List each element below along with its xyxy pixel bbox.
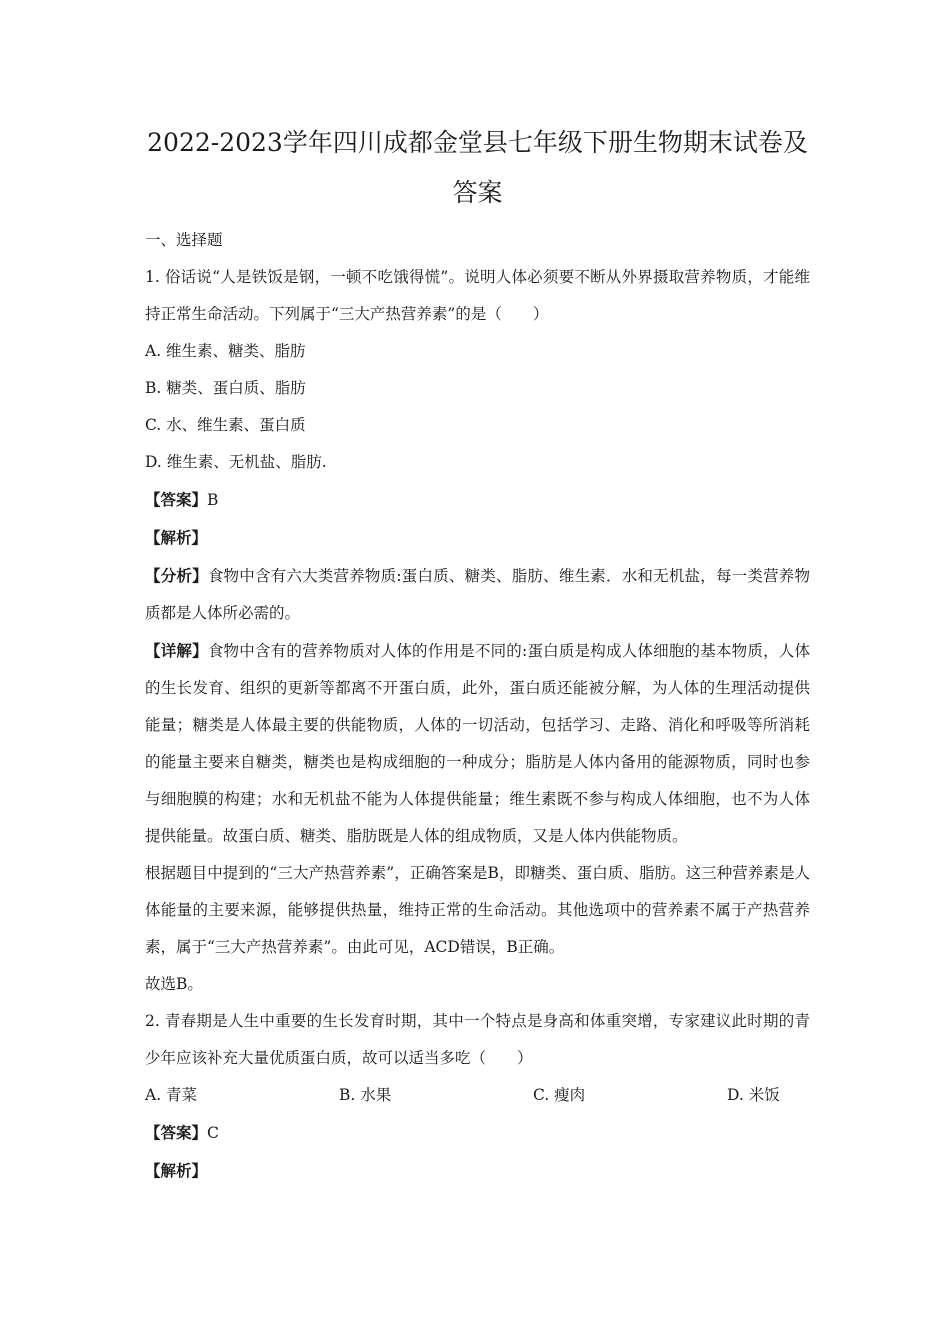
q1-fenxi-text: 食物中含有六大类营养物质:蛋白质、糖类、脂肪、维生素．水和无机盐，每一类营养物质都是人体所必需的。 [145, 567, 810, 622]
q1-xiangjie-tag: 【详解】 [145, 641, 208, 660]
q1-fenxi-tag: 【分析】 [145, 566, 208, 585]
q1-xiangjie-text: 食物中含有的营养物质对人体的作用是不同的:蛋白质是构成人体细胞的基本物质，人体的生长发育、组织的更新等都离不开蛋白质，此外，蛋白质还能被分解，为人体的生理活动提供能量；糖类是人体最主要的供能物质，人体的一切活动，包括学习、走路、消化和呼吸等所消耗的能量主要来自糖类，糖类也是构成细胞的一种成分；脂肪是人体内备用的能源物质，同时也参与细胞膜的构建；水和无机盐不能为人体提供能量；维生素既不参与构成人体细胞，也不为人体提供能量。故蛋白质、糖类、脂肪既是人体的组成物质，又是人体内供能物质。 [145, 642, 810, 845]
q1-option-c: C. 水、维生素、蛋白质 [145, 416, 306, 434]
q1-extra: 根据题目中提到的“三大产热营养素”，正确答案是B，即糖类、蛋白质、脂肪。这三种营养素是人体能量的主要来源，能够提供热量，维持正常的生命活动。其他选项中的营养素不属于产热营养素，属于“三大产热营养素”。由此可见，ACD错误，B正确。 [145, 864, 810, 956]
q1-option-d: D. 维生素、无机盐、脂肪. [145, 453, 327, 471]
q2-option-d: D. 米饭 [727, 1086, 780, 1104]
document-page [145, 118, 810, 1190]
title-line-2: 答案 [452, 178, 503, 207]
q2-stem: 2. 青春期是人生中重要的生长发育时期，其中一个特点是身高和体重突增，专家建议此时期的青少年应该补充大量优质蛋白质，故可以适当多吃（ ） [145, 1012, 810, 1067]
q2-answer [145, 1114, 810, 1152]
q2-options [145, 1077, 810, 1114]
q1-analysis-heading: 【解析】 [145, 528, 208, 547]
q2-answer-value: C [207, 1124, 219, 1142]
q2-option-c: C. 瘦肉 [533, 1086, 586, 1104]
q1-answer [145, 481, 810, 519]
q1-answer-tag: 【答案】 [145, 490, 208, 509]
section-heading: 一、选择题 [145, 231, 223, 249]
title-line-1: 2022-2023学年四川成都金堂县七年级下册生物期末试卷及 [147, 128, 808, 157]
q2-option-a: A. 青菜 [145, 1086, 198, 1104]
q1-option-b: B. 糖类、蛋白质、脂肪 [145, 379, 306, 397]
document-title [145, 118, 810, 218]
q1-stem: 1. 俗话说“人是铁饭是钢，一顿不吃饿得慌”。说明人体必须要不断从外界摄取营养物质，才能维持正常生命活动。下列属于“三大产热营养素”的是（ ） [145, 268, 810, 323]
q2-answer-tag: 【答案】 [145, 1123, 208, 1142]
q1-xiangjie [145, 632, 810, 855]
q2-option-b: B. 水果 [339, 1086, 392, 1104]
q1-option-a: A. 维生素、糖类、脂肪 [145, 342, 306, 360]
q1-fenxi [145, 557, 810, 632]
q1-answer-value: B [207, 491, 219, 509]
q2-analysis-heading: 【解析】 [145, 1161, 208, 1180]
q1-choose: 故选B。 [145, 975, 203, 993]
